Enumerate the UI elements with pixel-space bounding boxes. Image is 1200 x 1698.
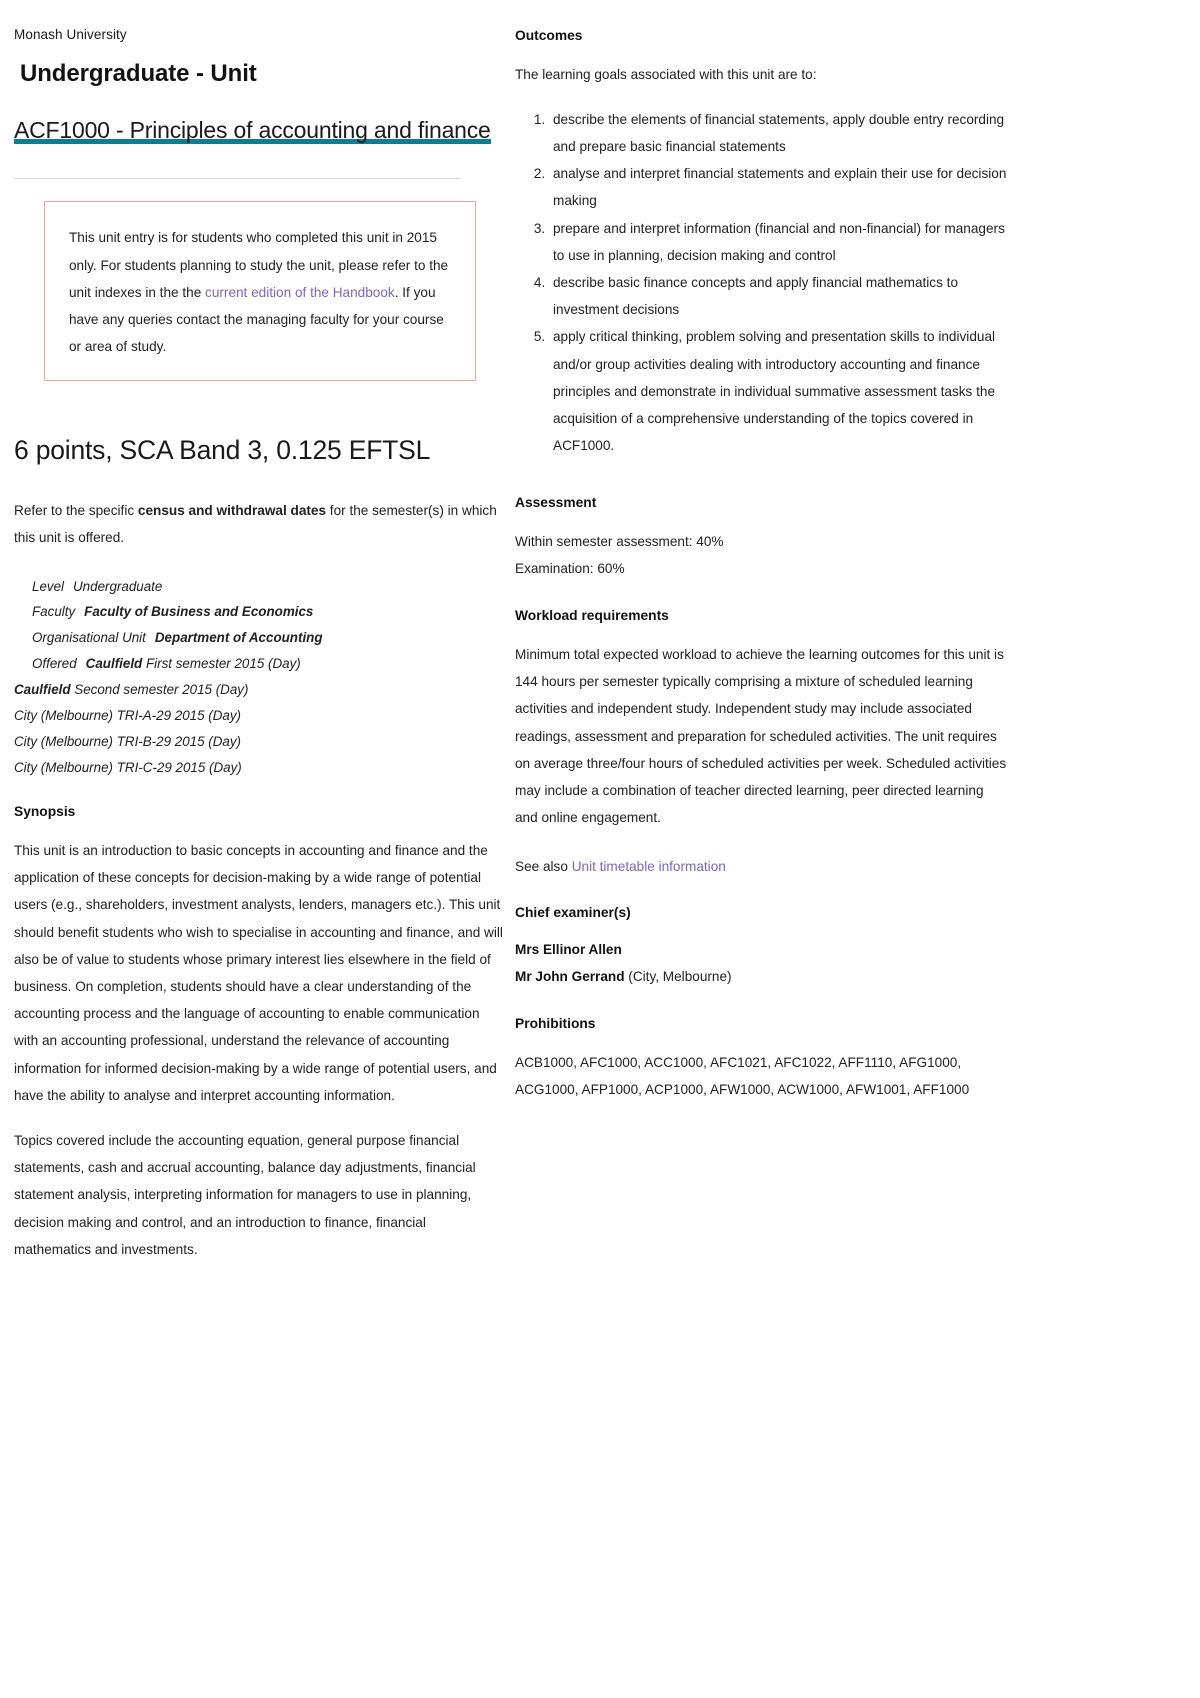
workload-text: Minimum total expected workload to achieve the learning outcomes for this unit is 144 hours per semester typically comprising a mixture of scheduled learning activities and independent study. Independent study may include associated readings, assessment and preparation for scheduled activities. The unit requires on average three/four hours of scheduled activities per week. Scheduled activities may include a combination of teacher directed learning, peer directed learning and online engagement. (515, 647, 1007, 826)
unit-title-text: ACF1000 - Principles of accounting and finance (14, 116, 491, 143)
offering-detail-2: TRI-A-29 2015 (Day) (116, 707, 241, 723)
chief-examiner-name-1: Mr John Gerrand (515, 968, 625, 984)
detail-value-faculty: Faculty of Business and Economics (84, 604, 314, 620)
notice-text-after: . If you have any queries contact the managing faculty for your course or area of study. (69, 284, 444, 355)
assessment-line-1: Within semester assessment: 40% (515, 534, 724, 549)
offering-detail-3: TRI-B-29 2015 (Day) (116, 733, 241, 749)
offering-detail-1: Second semester 2015 (Day) (74, 681, 249, 697)
chief-examiner-0 (515, 937, 1007, 964)
see-also-line (515, 853, 1007, 880)
assessment-heading: Assessment (515, 495, 597, 511)
notice-text-before: This unit entry is for students who completed this unit in 2015 only. For students planning to study the unit, please refer to the unit indexes in the the (69, 230, 449, 300)
offering-detail-0: First semester 2015 (Day) (145, 656, 301, 672)
detail-value-level: Undergraduate (73, 578, 163, 594)
unit-entry-notice (44, 201, 476, 381)
offering-campus-0: Caulfield (85, 656, 143, 672)
offering-campus-4: City (Melbourne) (14, 759, 113, 775)
unit-details-list (14, 574, 504, 781)
census-note-after: for the semester(s) in which this unit is offered. (14, 503, 497, 546)
outcomes-intro: The learning goals associated with this unit are to: (515, 66, 817, 82)
detail-key-faculty: Faculty (32, 604, 76, 620)
right-column (515, 26, 1007, 1103)
detail-key-level: Level (32, 578, 65, 594)
points-heading: 6 points, SCA Band 3, 0.125 EFTSL (14, 435, 431, 466)
census-note (14, 497, 504, 551)
census-dates-label: census and withdrawal dates (137, 503, 327, 519)
detail-row-organisational-unit (14, 625, 504, 651)
detail-row-offered (14, 651, 504, 677)
unit-timetable-information-link[interactable]: Unit timetable information (571, 859, 726, 875)
offering-row-4 (14, 755, 504, 781)
offering-campus-1: Caulfield (14, 681, 71, 697)
chief-examiners-heading: Chief examiner(s) (515, 904, 631, 920)
chief-examiner-1 (515, 964, 1007, 991)
list-item: 4. describe basic finance concepts and apply financial mathematics to investment decisions (549, 269, 1007, 323)
unit-title (14, 111, 504, 151)
census-note-before: Refer to the specific (14, 503, 138, 519)
left-column (14, 26, 504, 1263)
workload-heading: Workload requirements (515, 608, 669, 624)
list-item: 3. prepare and interpret information (financial and non-financial) for managers to use in planning, decision making and control (549, 215, 1007, 269)
outcomes-list (515, 106, 1007, 459)
prohibitions-heading: Prohibitions (515, 1016, 596, 1032)
offering-campus-3: City (Melbourne) (14, 733, 113, 749)
synopsis-heading: Synopsis (14, 804, 76, 820)
assessment-line-2: Examination: 60% (515, 561, 625, 577)
divider (14, 178, 460, 179)
detail-row-level (14, 574, 504, 600)
offering-campus-2: City (Melbourne) (14, 707, 113, 723)
detail-row-faculty (14, 599, 504, 625)
detail-key-offered: Offered (32, 656, 77, 672)
list-item: 2. analyse and interpret financial statements and explain their use for decision making (549, 160, 1007, 214)
detail-key-organisational-unit: Organisational Unit (32, 630, 146, 646)
list-item: 1. describe the elements of financial statements, apply double entry recording and prepare basic financial statements (549, 106, 1007, 160)
list-item: 5. apply critical thinking, problem solving and presentation skills to individual and/or group activities dealing with introductory accounting and finance principles and demonstrate in individual summative assessment tasks the acquisition of a comprehensive understanding of the topics covered in ACF1000. (549, 323, 1007, 459)
page-title: Undergraduate - Unit (20, 59, 257, 87)
prohibitions-codes: ACB1000, AFC1000, ACC1000, AFC1021, AFC1022, AFF1110, AFG1000, ACG1000, AFP1000, ACP1000, AFW1000, ACW1000, AFW1001, AFF1000 (515, 1054, 970, 1098)
chief-examiner-campus-1: (City, Melbourne) (624, 968, 732, 984)
offering-row-2 (14, 703, 504, 729)
synopsis-paragraph-2: Topics covered include the accounting equation, general purpose financial statements, cash and accrual accounting, balance day adjustments, financial statement analysis, interpreting information for managers to use in planning, decision making and control, and an introduction to finance, financial mathematics and investments. (14, 1132, 476, 1257)
offering-row-1 (14, 677, 504, 703)
see-also-prefix: See also (515, 859, 572, 875)
detail-value-organisational-unit: Department of Accounting (154, 630, 323, 646)
chief-examiner-name-0: Mrs Ellinor Allen (515, 942, 622, 958)
synopsis-paragraph-1: This unit is an introduction to basic concepts in accounting and finance and the application of these concepts for decision-making by a wide range of potential users (e.g., shareholders, investment analysts, lenders, managers etc.). This unit should benefit students who wish to specialise in accounting and finance, and will also be of value to students whose primary interest lies elsewhere in the field of business. On completion, students should have a clear understanding of the accounting process and the language of accounting to enable communication with an accounting professional, understand the relevance of accounting information for informed decision-making by a wide range of potential users, and have the ability to analyse and interpret accounting information. (14, 843, 503, 1103)
offering-row-3 (14, 729, 504, 755)
offering-detail-4: TRI-C-29 2015 (Day) (116, 759, 242, 775)
breadcrumb: Monash University (14, 27, 127, 42)
current-edition-handbook-link[interactable]: current edition of the Handbook (205, 284, 395, 300)
outcomes-heading: Outcomes (515, 28, 583, 43)
notice-text (69, 224, 449, 360)
